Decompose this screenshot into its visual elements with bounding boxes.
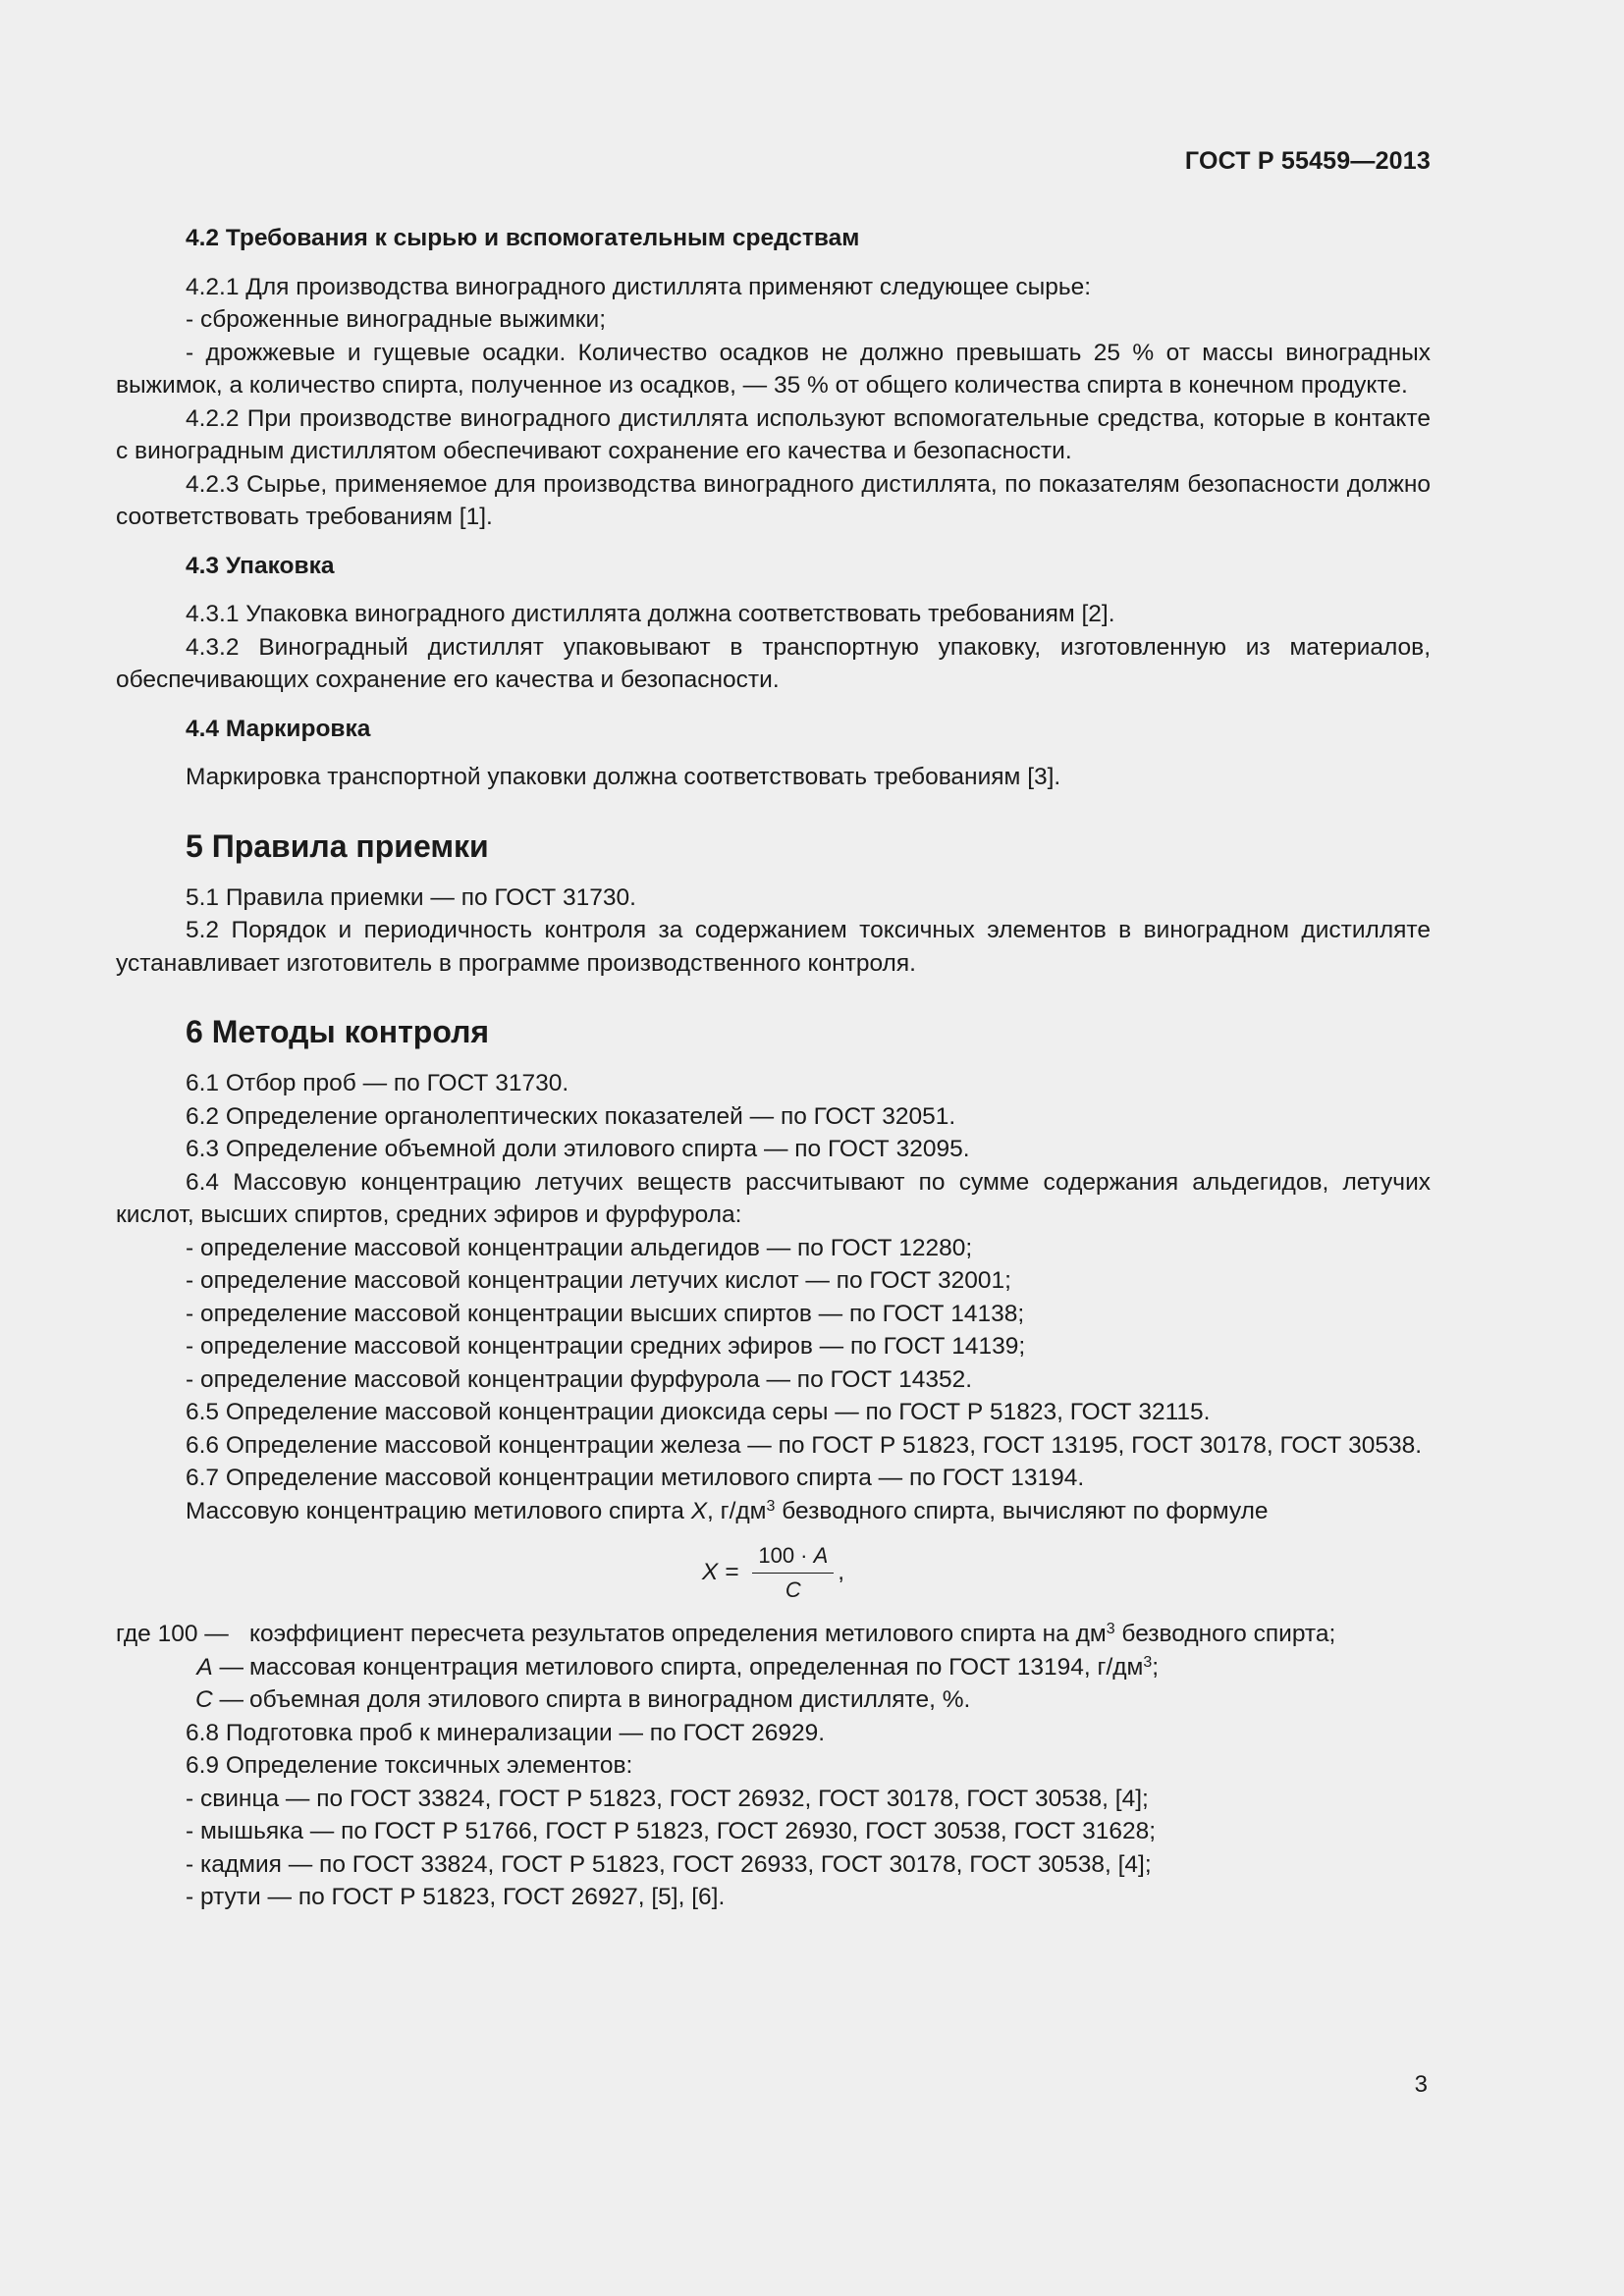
list-item: - кадмия — по ГОСТ 33824, ГОСТ Р 51823, ГОСТ 26933, ГОСТ 30178, ГОСТ 30538, [4]; — [186, 1850, 1152, 1878]
legend-description: объемная доля этилового спирта в виноградном дистилляте, %. — [249, 1686, 971, 1713]
paragraph: 6.6 Определение массовой концентрации железа — по ГОСТ Р 51823, ГОСТ 13195, ГОСТ 30178, ГОСТ 30538. — [186, 1431, 1423, 1459]
paragraph: 4.2.1 Для производства виноградного дистиллята применяют следующее сырье: — [186, 273, 1092, 300]
legend-description: массовая концентрация метилового спирта, определенная по ГОСТ 13194, $г/дм^3$; — [249, 1653, 1160, 1681]
page-number: 3 — [1414, 2071, 1428, 2098]
section-6-heading: 6 Методы контроля — [186, 1014, 490, 1049]
legend-description: коэффициент пересчета результатов определения метилового спирта на $дм^3$ безводного спирта; — [249, 1621, 1336, 1647]
paragraph: 6.7 Определение массовой концентрации метилового спирта — по ГОСТ 13194. — [186, 1465, 1085, 1491]
variable-x: X — [690, 1497, 708, 1524]
list-item: - мышьяка — по ГОСТ Р 51766, ГОСТ Р 51823, ГОСТ 26930, ГОСТ 30538, ГОСТ 31628; — [186, 1818, 1157, 1844]
list-item: - определение массовой концентрации высших спиртов — по ГОСТ 14138; — [186, 1300, 1025, 1327]
list-item: - свинца — по ГОСТ 33824, ГОСТ Р 51823, ГОСТ 26932, ГОСТ 30178, ГОСТ 30538, [4]; — [186, 1785, 1149, 1812]
list-item: - определение массовой концентрации летучих кислот — по ГОСТ 32001; — [186, 1267, 1011, 1294]
legend-term: A — — [196, 1653, 244, 1681]
legend-term: где 100 — — [116, 1621, 229, 1647]
document-code-header: ГОСТ Р 55459—2013 — [1184, 147, 1431, 175]
section-5-heading: 5 Правила приемки — [186, 828, 489, 864]
section-4-2-heading: 4.2 Требования к сырью и вспомогательным средствам — [186, 225, 860, 251]
paragraph: 4.3.2 Виноградный дистиллят упаковывают в транспортную упаковку, изготовленную из материалов, обеспечивающих сохранение его качества и безопасности. — [116, 633, 1431, 693]
list-item: - сброженные виноградные выжимки; — [186, 306, 607, 333]
paragraph: 6.3 Определение объемной доли этилового спирта — по ГОСТ 32095. — [186, 1136, 970, 1162]
formula-intro: Массовую концентрацию метилового спирта X, $г/дм^3$ безводного спирта, вычисляют по формуле — [186, 1497, 1269, 1524]
document-body — [116, 222, 1431, 1914]
formula-numerator: 100 · A — [752, 1542, 834, 1574]
formula-comma: , — [838, 1559, 845, 1586]
list-item: - определение массовой концентрации альдегидов — по ГОСТ 12280; — [186, 1234, 973, 1261]
formula-legend — [116, 1618, 1431, 1717]
paragraph: 6.2 Определение органолептических показателей — по ГОСТ 32051. — [186, 1102, 956, 1130]
paragraph: 6.1 Отбор проб — по ГОСТ 31730. — [186, 1070, 569, 1096]
paragraph: 6.9 Определение токсичных элементов: — [186, 1752, 633, 1779]
list-item: - дрожжевые и гущевые осадки. Количество осадков не должно превышать 25 % от массы виноградных выжимок, а количество спирта, полученное из осадков, — 35 % от общего количества спирта в конечном продукте. — [116, 339, 1431, 399]
formula-lhs: X = — [701, 1559, 739, 1586]
paragraph: 6.8 Подготовка проб к минерализации — по ГОСТ 26929. — [186, 1719, 826, 1746]
paragraph: 6.5 Определение массовой концентрации диоксида серы — по ГОСТ Р 51823, ГОСТ 32115. — [186, 1399, 1211, 1425]
paragraph: Маркировка транспортной упаковки должна соответствовать требованиям [3]. — [186, 764, 1061, 790]
paragraph: 4.2.3 Сырье, применяемое для производства виноградного дистиллята, по показателям безопасности должно соответствовать требованиям [1]. — [116, 470, 1431, 530]
formula-fraction — [752, 1542, 834, 1604]
paragraph: 5.2 Порядок и периодичность контроля за содержанием токсичных элементов в виноградном дистилляте устанавливает изготовитель в программе производственного контроля. — [116, 917, 1431, 977]
legend-term: C — — [194, 1686, 244, 1713]
paragraph: 6.4 Массовую концентрацию летучих веществ рассчитывают по сумме содержания альдегидов, летучих кислот, высших спиртов, средних эфиров и фурфурола: — [116, 1168, 1431, 1228]
paragraph: 4.3.1 Упаковка виноградного дистиллята должна соответствовать требованиям [2]. — [186, 601, 1115, 627]
paragraph: 4.2.2 При производстве виноградного дистиллята используют вспомогательные средства, которые в контакте с виноградным дистиллятом обеспечивают сохранение его качества и безопасности. — [116, 404, 1431, 464]
section-4-4-heading: 4.4 Маркировка — [186, 715, 371, 742]
paragraph: 5.1 Правила приемки — по ГОСТ 31730. — [186, 883, 636, 911]
formula — [116, 1531, 1431, 1614]
list-item: - ртути — по ГОСТ Р 51823, ГОСТ 26927, [5], [6]. — [186, 1884, 726, 1910]
list-item: - определение массовой концентрации фурфурола — по ГОСТ 14352. — [186, 1365, 973, 1393]
list-item: - определение массовой концентрации средних эфиров — по ГОСТ 14139; — [186, 1333, 1026, 1360]
section-4-3-heading: 4.3 Упаковка — [186, 552, 335, 579]
formula-denominator: C — [785, 1576, 801, 1602]
